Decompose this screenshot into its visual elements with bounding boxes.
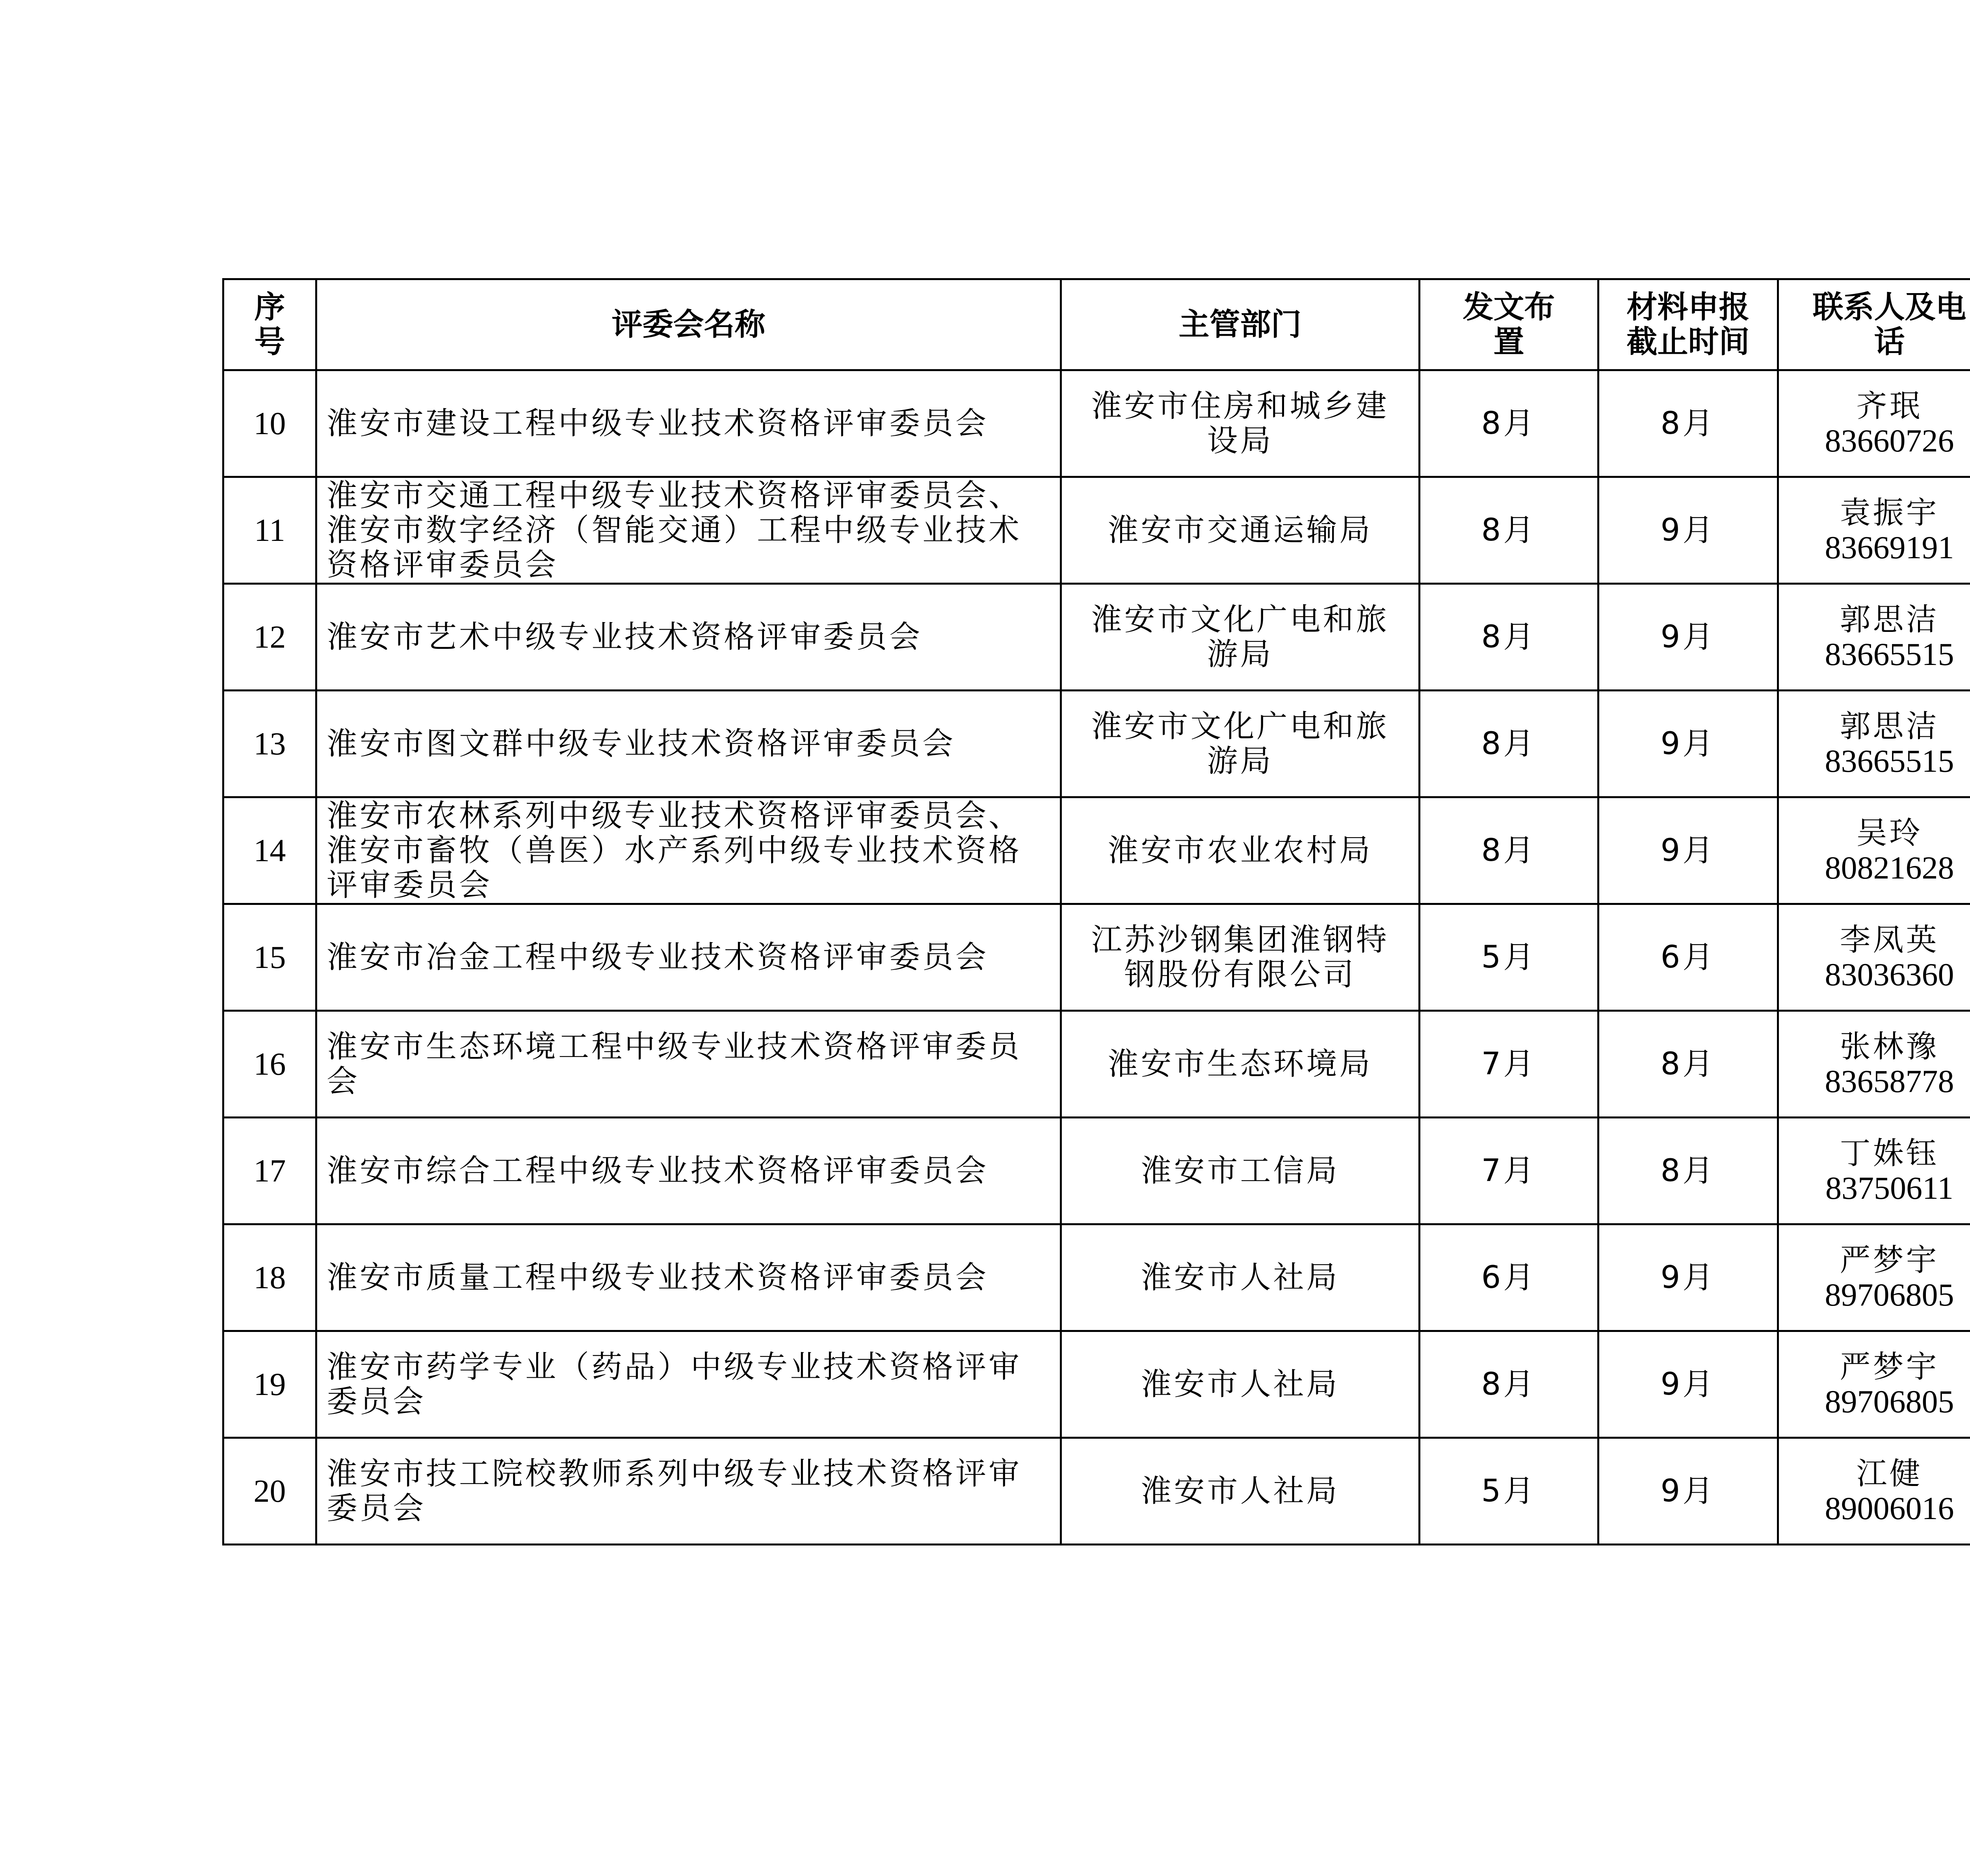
header-issue-month: 发文布置 [1420, 279, 1598, 370]
cell-deadline: 9月 [1598, 1224, 1778, 1331]
table-row [223, 477, 1970, 584]
cell-issue-month: 7月 [1420, 1118, 1598, 1224]
table-header-row [223, 279, 1970, 370]
contact-phone: 89006016 [1825, 1490, 1954, 1526]
cell-issue-month: 8月 [1420, 370, 1598, 477]
contact-phone: 83036360 [1825, 957, 1954, 992]
cell-department: 淮安市文化广电和旅游局 [1061, 691, 1420, 797]
cell-committee-name: 淮安市农林系列中级专业技术资格评审委员会、淮安市畜牧（兽医）水产系列中级专业技术资格评审委员会 [316, 797, 1061, 904]
cell-department: 淮安市人社局 [1061, 1331, 1420, 1438]
cell-serial-number: 14 [223, 797, 316, 904]
table-row [223, 370, 1970, 477]
table-row [223, 1438, 1970, 1545]
contact-name: 严梦宇 [1840, 1349, 1939, 1385]
contact-name: 吴玲 [1856, 815, 1923, 851]
cell-contact [1778, 584, 1970, 691]
table-row [223, 904, 1970, 1011]
contact-name: 严梦宇 [1840, 1243, 1939, 1278]
cell-contact [1778, 1331, 1970, 1438]
contact-phone: 89706805 [1825, 1384, 1954, 1419]
cell-committee-name: 淮安市药学专业（药品）中级专业技术资格评审委员会 [316, 1331, 1061, 1438]
cell-serial-number: 15 [223, 904, 316, 1011]
table-row [223, 584, 1970, 691]
cell-committee-name: 淮安市综合工程中级专业技术资格评审委员会 [316, 1118, 1061, 1224]
cell-deadline: 8月 [1598, 1118, 1778, 1224]
cell-deadline: 9月 [1598, 691, 1778, 797]
cell-issue-month: 6月 [1420, 1224, 1598, 1331]
header-department: 主管部门 [1061, 279, 1420, 370]
contact-phone: 80821628 [1825, 850, 1954, 886]
header-serial-number: 序号 [223, 279, 316, 370]
header-deadline: 材料申报截止时间 [1598, 279, 1778, 370]
cell-deadline: 8月 [1598, 370, 1778, 477]
cell-department: 淮安市人社局 [1061, 1224, 1420, 1331]
cell-serial-number: 17 [223, 1118, 316, 1224]
cell-serial-number: 20 [223, 1438, 316, 1545]
contact-phone: 83660726 [1825, 423, 1954, 459]
contact-name: 郭思洁 [1840, 602, 1939, 637]
table-row [223, 1331, 1970, 1438]
cell-contact [1778, 1011, 1970, 1118]
cell-issue-month: 5月 [1420, 1438, 1598, 1545]
contact-name: 袁振宇 [1840, 495, 1939, 531]
cell-deadline: 9月 [1598, 1331, 1778, 1438]
cell-department: 淮安市工信局 [1061, 1118, 1420, 1224]
contact-phone: 83750611 [1825, 1170, 1953, 1206]
cell-deadline: 6月 [1598, 904, 1778, 1011]
contact-name: 江健 [1856, 1456, 1923, 1492]
cell-issue-month: 8月 [1420, 797, 1598, 904]
cell-committee-name: 淮安市质量工程中级专业技术资格评审委员会 [316, 1224, 1061, 1331]
cell-department: 江苏沙钢集团淮钢特钢股份有限公司 [1061, 904, 1420, 1011]
contact-phone: 83669191 [1825, 529, 1954, 565]
cell-serial-number: 10 [223, 370, 316, 477]
cell-serial-number: 16 [223, 1011, 316, 1118]
contact-name: 郭思洁 [1840, 709, 1939, 744]
contact-name: 张林豫 [1840, 1029, 1939, 1064]
cell-committee-name: 淮安市冶金工程中级专业技术资格评审委员会 [316, 904, 1061, 1011]
cell-contact [1778, 797, 1970, 904]
cell-deadline: 9月 [1598, 1438, 1778, 1545]
cell-contact [1778, 1438, 1970, 1545]
cell-serial-number: 13 [223, 691, 316, 797]
cell-committee-name: 淮安市交通工程中级专业技术资格评审委员会、淮安市数字经济（智能交通）工程中级专业技术资格评审委员会 [316, 477, 1061, 584]
cell-department: 淮安市住房和城乡建设局 [1061, 370, 1420, 477]
cell-serial-number: 11 [223, 477, 316, 584]
contact-name: 齐珉 [1856, 388, 1923, 424]
table-row [223, 1118, 1970, 1224]
table-row [223, 1224, 1970, 1331]
cell-issue-month: 8月 [1420, 1331, 1598, 1438]
cell-committee-name: 淮安市艺术中级专业技术资格评审委员会 [316, 584, 1061, 691]
cell-committee-name: 淮安市图文群中级专业技术资格评审委员会 [316, 691, 1061, 797]
cell-department: 淮安市文化广电和旅游局 [1061, 584, 1420, 691]
contact-phone: 83658778 [1825, 1063, 1954, 1099]
cell-issue-month: 7月 [1420, 1011, 1598, 1118]
cell-deadline: 9月 [1598, 797, 1778, 904]
review-committee-table [222, 278, 1970, 1545]
cell-serial-number: 19 [223, 1331, 316, 1438]
table-body [223, 370, 1970, 1545]
contact-name: 丁姝钰 [1840, 1136, 1939, 1171]
cell-contact [1778, 1118, 1970, 1224]
cell-committee-name: 淮安市技工院校教师系列中级专业技术资格评审委员会 [316, 1438, 1061, 1545]
table-row [223, 797, 1970, 904]
cell-issue-month: 8月 [1420, 584, 1598, 691]
contact-phone: 83665515 [1825, 743, 1954, 779]
table-row [223, 691, 1970, 797]
cell-department: 淮安市生态环境局 [1061, 1011, 1420, 1118]
cell-contact [1778, 370, 1970, 477]
header-committee-name: 评委会名称 [316, 279, 1061, 370]
cell-committee-name: 淮安市生态环境工程中级专业技术资格评审委员会 [316, 1011, 1061, 1118]
cell-contact [1778, 477, 1970, 584]
cell-department: 淮安市人社局 [1061, 1438, 1420, 1545]
cell-deadline: 9月 [1598, 477, 1778, 584]
cell-serial-number: 18 [223, 1224, 316, 1331]
contact-phone: 83665515 [1825, 636, 1954, 672]
cell-deadline: 9月 [1598, 584, 1778, 691]
cell-department: 淮安市交通运输局 [1061, 477, 1420, 584]
contact-name: 李凤英 [1840, 922, 1939, 958]
cell-issue-month: 8月 [1420, 691, 1598, 797]
cell-issue-month: 5月 [1420, 904, 1598, 1011]
cell-department: 淮安市农业农村局 [1061, 797, 1420, 904]
header-contact: 联系人及电话 [1778, 279, 1970, 370]
cell-contact [1778, 691, 1970, 797]
cell-issue-month: 8月 [1420, 477, 1598, 584]
cell-serial-number: 12 [223, 584, 316, 691]
contact-phone: 89706805 [1825, 1277, 1954, 1313]
table-row [223, 1011, 1970, 1118]
cell-contact [1778, 904, 1970, 1011]
cell-contact [1778, 1224, 1970, 1331]
cell-committee-name: 淮安市建设工程中级专业技术资格评审委员会 [316, 370, 1061, 477]
cell-deadline: 8月 [1598, 1011, 1778, 1118]
